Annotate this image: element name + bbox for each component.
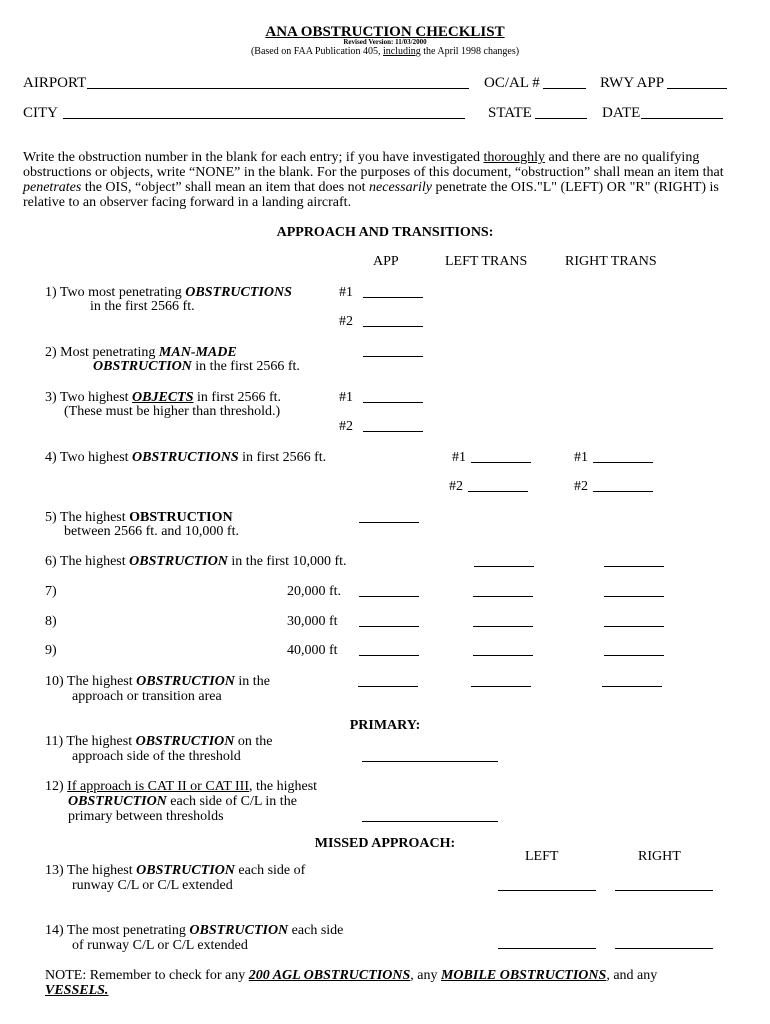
instructions-paragraph (23, 150, 738, 210)
item-6-bold: OBSTRUCTION (129, 554, 228, 569)
item-4-left-blank-1[interactable] (471, 462, 531, 463)
item-3-text: 3) Two highest (45, 390, 133, 405)
item-14-bold: OBSTRUCTION (189, 923, 289, 938)
state-label: STATE (488, 105, 532, 121)
city-field[interactable] (63, 118, 465, 119)
item-3-app-blank-1[interactable] (363, 402, 423, 403)
item-7-distance: 20,000 ft. (287, 584, 342, 599)
item-1-app-blank-2[interactable] (363, 326, 423, 327)
item-10-text-2: in the (234, 674, 270, 689)
item-12-blank[interactable] (362, 821, 498, 822)
item-11-text-2: on the (234, 734, 273, 749)
item-7: 7) (45, 584, 57, 599)
item-10-bold: OBSTRUCTION (136, 674, 235, 689)
item-14-text-2: each side (288, 923, 344, 938)
airport-field[interactable] (87, 88, 469, 89)
note-text-a: NOTE: Remember to check for any (45, 968, 249, 983)
item-10 (45, 674, 270, 690)
note-vessels: VESSELS. (45, 983, 109, 998)
city-label: CITY (23, 105, 58, 121)
item-13-text-2: each side of (234, 863, 306, 878)
instr-p2: and there are no qualifying obstructions or objects, write “NONE” in the blank. For the purposes of this document, “obstruction” shall mean an item that (23, 150, 724, 180)
col-left: LEFT (525, 849, 559, 864)
item-13-bold: OBSTRUCTION (136, 863, 235, 878)
instr-p1: Write the obstruction number in the blank for each entry; if you have investigated (23, 150, 484, 165)
item-4-text-2: in first 2566 ft. (238, 450, 327, 465)
note-mobile: MOBILE OBSTRUCTIONS (440, 968, 607, 983)
item-8-distance: 30,000 ft (287, 614, 338, 629)
item-14-left-blank[interactable] (498, 948, 596, 949)
rwy-app-field[interactable] (667, 88, 727, 89)
item-11-line2: approach side of the threshold (72, 749, 241, 764)
item-3-text-2: in first 2566 ft. (193, 390, 282, 405)
item-12-line3: primary between thresholds (68, 809, 224, 824)
item-9-distance: 40,000 ft (287, 643, 338, 658)
state-field[interactable] (535, 118, 587, 119)
item-6-text: 6) The highest (45, 554, 130, 569)
item-8-app-blank[interactable] (359, 626, 419, 627)
item-14 (45, 923, 343, 939)
item-10-app-blank[interactable] (358, 686, 418, 687)
item-6-text-2: in the first 10,000 ft. (227, 554, 347, 569)
item-2-line2 (93, 359, 300, 375)
item-10-text: 10) The highest (45, 674, 137, 689)
item-10-left-blank[interactable] (471, 686, 531, 687)
item-14-right-blank[interactable] (615, 948, 713, 949)
item-1-mark-2: #2 (339, 314, 353, 329)
date-label: DATE (602, 105, 641, 121)
item-1-mark-1: #1 (339, 285, 353, 300)
instr-p4: penetrate the OIS."L" (LEFT) OR "R" (RIGHT) is relative to an observer facing forward in a landing aircraft. (23, 180, 719, 210)
item-14-text: 14) The most penetrating (45, 923, 190, 938)
note-agl: 200 AGL OBSTRUCTIONS (248, 968, 411, 983)
item-1-line2: in the first 2566 ft. (90, 299, 195, 314)
based-on-line (0, 46, 770, 58)
approach-section-heading: APPROACH AND TRANSITIONS: (276, 225, 494, 240)
item-9-left-blank[interactable] (473, 655, 533, 656)
item-6-right-blank[interactable] (604, 566, 664, 567)
note-line1 (45, 968, 657, 984)
item-10-line2: approach or transition area (72, 689, 222, 704)
item-5-text: 5) The highest (45, 510, 130, 525)
based-post: the April 1998 changes) (420, 46, 520, 57)
item-1-bold: OBSTRUCTIONS (185, 285, 292, 300)
item-8: 8) (45, 614, 57, 629)
item-11-text: 11) The highest (45, 734, 136, 749)
item-7-right-blank[interactable] (604, 596, 664, 597)
item-13 (45, 863, 305, 879)
item-11-bold: OBSTRUCTION (135, 734, 235, 749)
item-4-text: 4) Two highest (45, 450, 133, 465)
col-right: RIGHT (638, 849, 681, 864)
item-6 (45, 554, 347, 570)
item-13-right-blank[interactable] (615, 890, 713, 891)
note-line2 (45, 983, 108, 999)
item-2-bold: MAN-MADE (158, 345, 237, 360)
item-3-mark-2: #2 (339, 419, 353, 434)
item-11 (45, 734, 273, 750)
item-12-condition: If approach is CAT II or CAT III (67, 779, 250, 794)
item-2-bold-2: OBSTRUCTION (93, 359, 192, 374)
item-3-line2: (These must be higher than threshold.) (64, 404, 281, 419)
item-12-text: , the highest (249, 779, 318, 794)
item-1-text: 1) Two most penetrating (45, 285, 186, 300)
based-including: including (382, 46, 421, 57)
col-app: APP (373, 254, 399, 269)
item-12-bold: OBSTRUCTION (68, 794, 167, 809)
instr-p3: the OIS, “object” shall mean an item that does not (81, 180, 370, 195)
title-text: ANA OBSTRUCTION CHECKLIST (265, 24, 505, 40)
item-4 (45, 450, 326, 466)
ocal-field[interactable] (543, 88, 586, 89)
item-4-right-blank-2[interactable] (593, 491, 653, 492)
primary-section-heading: PRIMARY: (349, 718, 421, 733)
item-12 (45, 779, 317, 795)
item-12-text-2: each side of C/L in the (166, 794, 297, 809)
rwy-app-label: RWY APP (600, 75, 665, 91)
instr-necessarily: necessarily (369, 180, 433, 195)
missed-approach-heading: MISSED APPROACH: (314, 836, 456, 851)
based-pre: (Based on FAA Publication 405, (250, 46, 383, 57)
item-14-line2: of runway C/L or C/L extended (72, 938, 248, 953)
item-5-app-blank[interactable] (359, 522, 419, 523)
instr-penetrates: penetrates (23, 180, 82, 195)
item-8-left-blank[interactable] (473, 626, 533, 627)
item-9-app-blank[interactable] (359, 655, 419, 656)
item-2-text-2: in the first 2566 ft. (191, 359, 300, 374)
item-9: 9) (45, 643, 57, 658)
item-2-text: 2) Most penetrating (45, 345, 159, 360)
item-5-line2: between 2566 ft. and 10,000 ft. (64, 524, 239, 539)
revised-version: Revised Version: 11/03/2000 (343, 38, 427, 46)
item-4-left-mark-2: #2 (449, 479, 463, 494)
item-4-left-mark-1: #1 (452, 450, 466, 465)
date-field[interactable] (641, 118, 723, 119)
item-11-blank[interactable] (362, 761, 498, 762)
item-2-app-blank[interactable] (363, 356, 423, 357)
note-text-e: , and any (606, 968, 658, 983)
item-13-text: 13) The highest (45, 863, 137, 878)
item-7-app-blank[interactable] (359, 596, 419, 597)
item-6-left-blank[interactable] (474, 566, 534, 567)
item-5-bold: OBSTRUCTION (129, 510, 233, 525)
col-right-trans: RIGHT TRANS (565, 254, 657, 269)
item-4-left-blank-2[interactable] (468, 491, 528, 492)
item-1-app-blank-1[interactable] (363, 297, 423, 298)
item-3-bold: OBJECTS (132, 390, 194, 405)
item-7-left-blank[interactable] (473, 596, 533, 597)
instr-thoroughly: thoroughly (483, 150, 545, 165)
item-4-right-mark-1: #1 (574, 450, 588, 465)
item-13-left-blank[interactable] (498, 890, 596, 891)
item-4-right-mark-2: #2 (574, 479, 588, 494)
ocal-label: OC/AL # (484, 75, 540, 91)
item-4-bold: OBSTRUCTIONS (132, 450, 239, 465)
item-8-right-blank[interactable] (604, 626, 664, 627)
airport-label: AIRPORT (23, 75, 87, 91)
item-4-right-blank-1[interactable] (593, 462, 653, 463)
item-10-right-blank[interactable] (602, 686, 662, 687)
item-3-app-blank-2[interactable] (363, 431, 423, 432)
item-13-line2: runway C/L or C/L extended (72, 878, 233, 893)
col-left-trans: LEFT TRANS (445, 254, 528, 269)
note-text-c: , any (410, 968, 441, 983)
item-12-num: 12) (45, 779, 68, 794)
item-12-line2 (68, 794, 297, 810)
item-9-right-blank[interactable] (604, 655, 664, 656)
item-3-mark-1: #1 (339, 390, 353, 405)
